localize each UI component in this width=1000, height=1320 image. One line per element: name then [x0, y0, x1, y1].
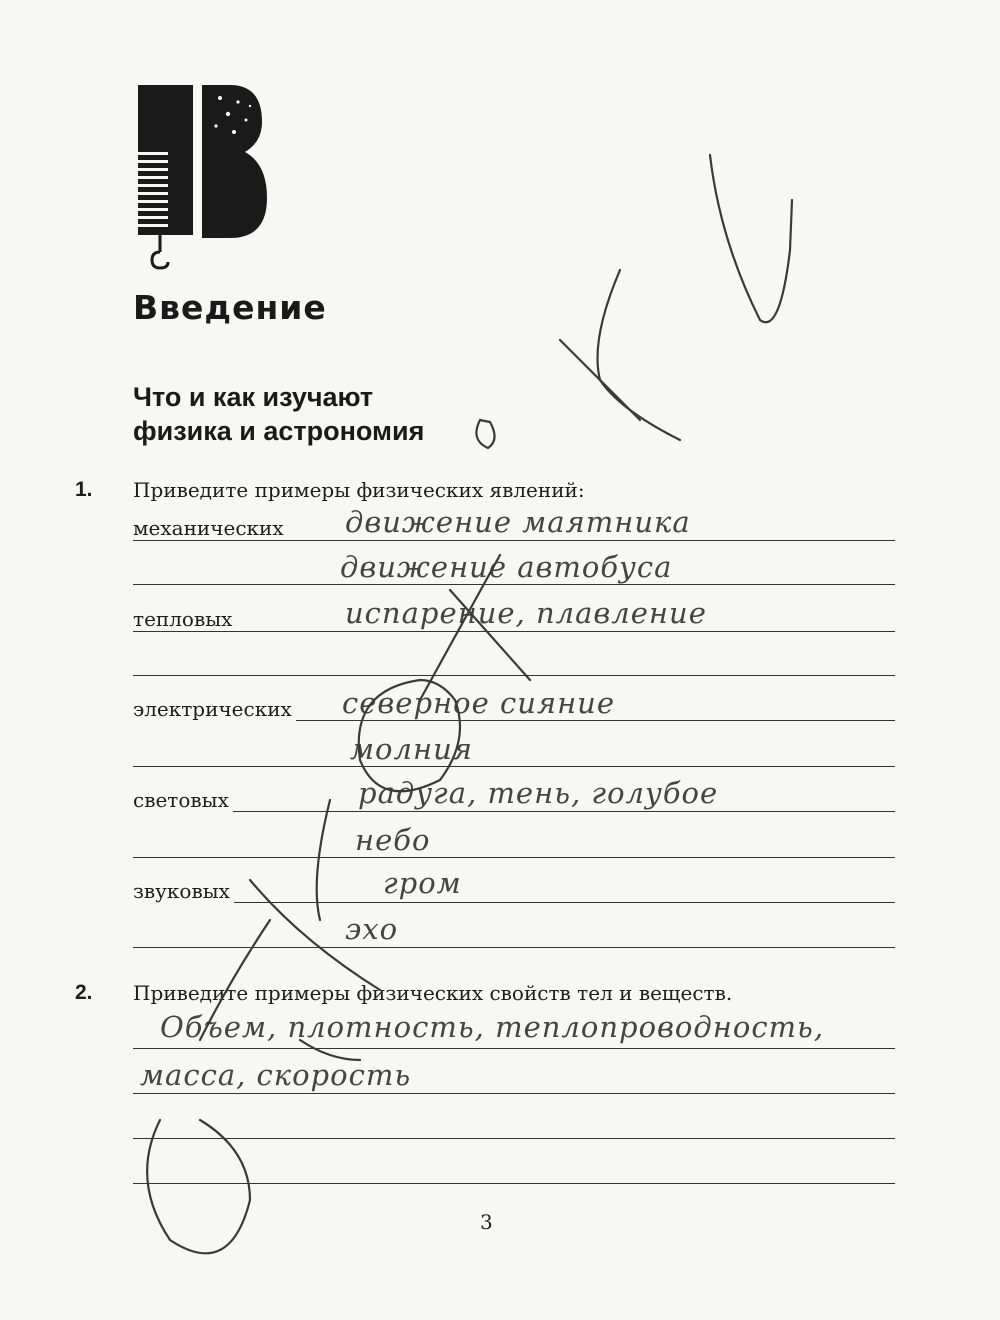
section-title: [133, 380, 424, 448]
answer-line: [133, 766, 895, 767]
section-title-line1: Что и как изучают: [133, 382, 374, 412]
answer-properties-1: Объем, плотность, теплопроводность,: [160, 1010, 825, 1044]
scribble-stroke: [598, 270, 681, 440]
answer-sound-2: эхо: [345, 912, 399, 946]
answer-line: [133, 1048, 895, 1049]
answer-light-2: небо: [355, 823, 431, 857]
answer-line: [133, 1183, 895, 1184]
answer-mechanical-2: движение автобуса: [340, 550, 673, 584]
section-title-line2: физика и астрономия: [133, 416, 425, 446]
answer-electrical-1: северное сияние: [342, 686, 616, 720]
answer-line: [133, 631, 895, 632]
label-mechanical: механических: [133, 516, 288, 540]
answer-light-1: радуга, тень, голубое: [358, 776, 719, 810]
answer-thermal-1: испарение, плавление: [345, 596, 707, 630]
answer-line: [133, 540, 895, 541]
answer-line: [133, 675, 895, 676]
question-number: 2.: [75, 981, 93, 1004]
answer-line: [133, 947, 895, 948]
answer-line: [133, 811, 895, 812]
answer-line: [133, 1093, 895, 1094]
question-number: 1.: [75, 478, 93, 501]
chapter-letter-logo: [130, 80, 280, 280]
scribble-stroke: [476, 420, 494, 448]
label-light: световых: [133, 788, 233, 812]
answer-mechanical-1: движение маятника: [345, 505, 691, 539]
answer-line: [133, 584, 895, 585]
label-electrical: электрических: [133, 697, 296, 721]
question-prompt: Приведите примеры физических свойств тел и веществ.: [133, 981, 733, 1005]
answer-properties-2: масса, скорость: [140, 1058, 412, 1092]
scribble-stroke: [560, 340, 640, 420]
answer-electrical-2: молния: [350, 732, 473, 766]
scribble-stroke: [147, 1120, 250, 1253]
page-number: 3: [480, 1210, 493, 1234]
answer-line: [133, 1138, 895, 1139]
answer-line: [133, 857, 895, 858]
scribble-stroke: [710, 155, 792, 322]
chapter-title: Введение: [133, 288, 327, 327]
question-prompt: Приведите примеры физических явлений:: [133, 478, 585, 502]
label-thermal: тепловых: [133, 607, 236, 631]
label-sound: звуковых: [133, 879, 234, 903]
answer-line: [133, 902, 895, 903]
answer-sound-1: гром: [383, 866, 462, 900]
